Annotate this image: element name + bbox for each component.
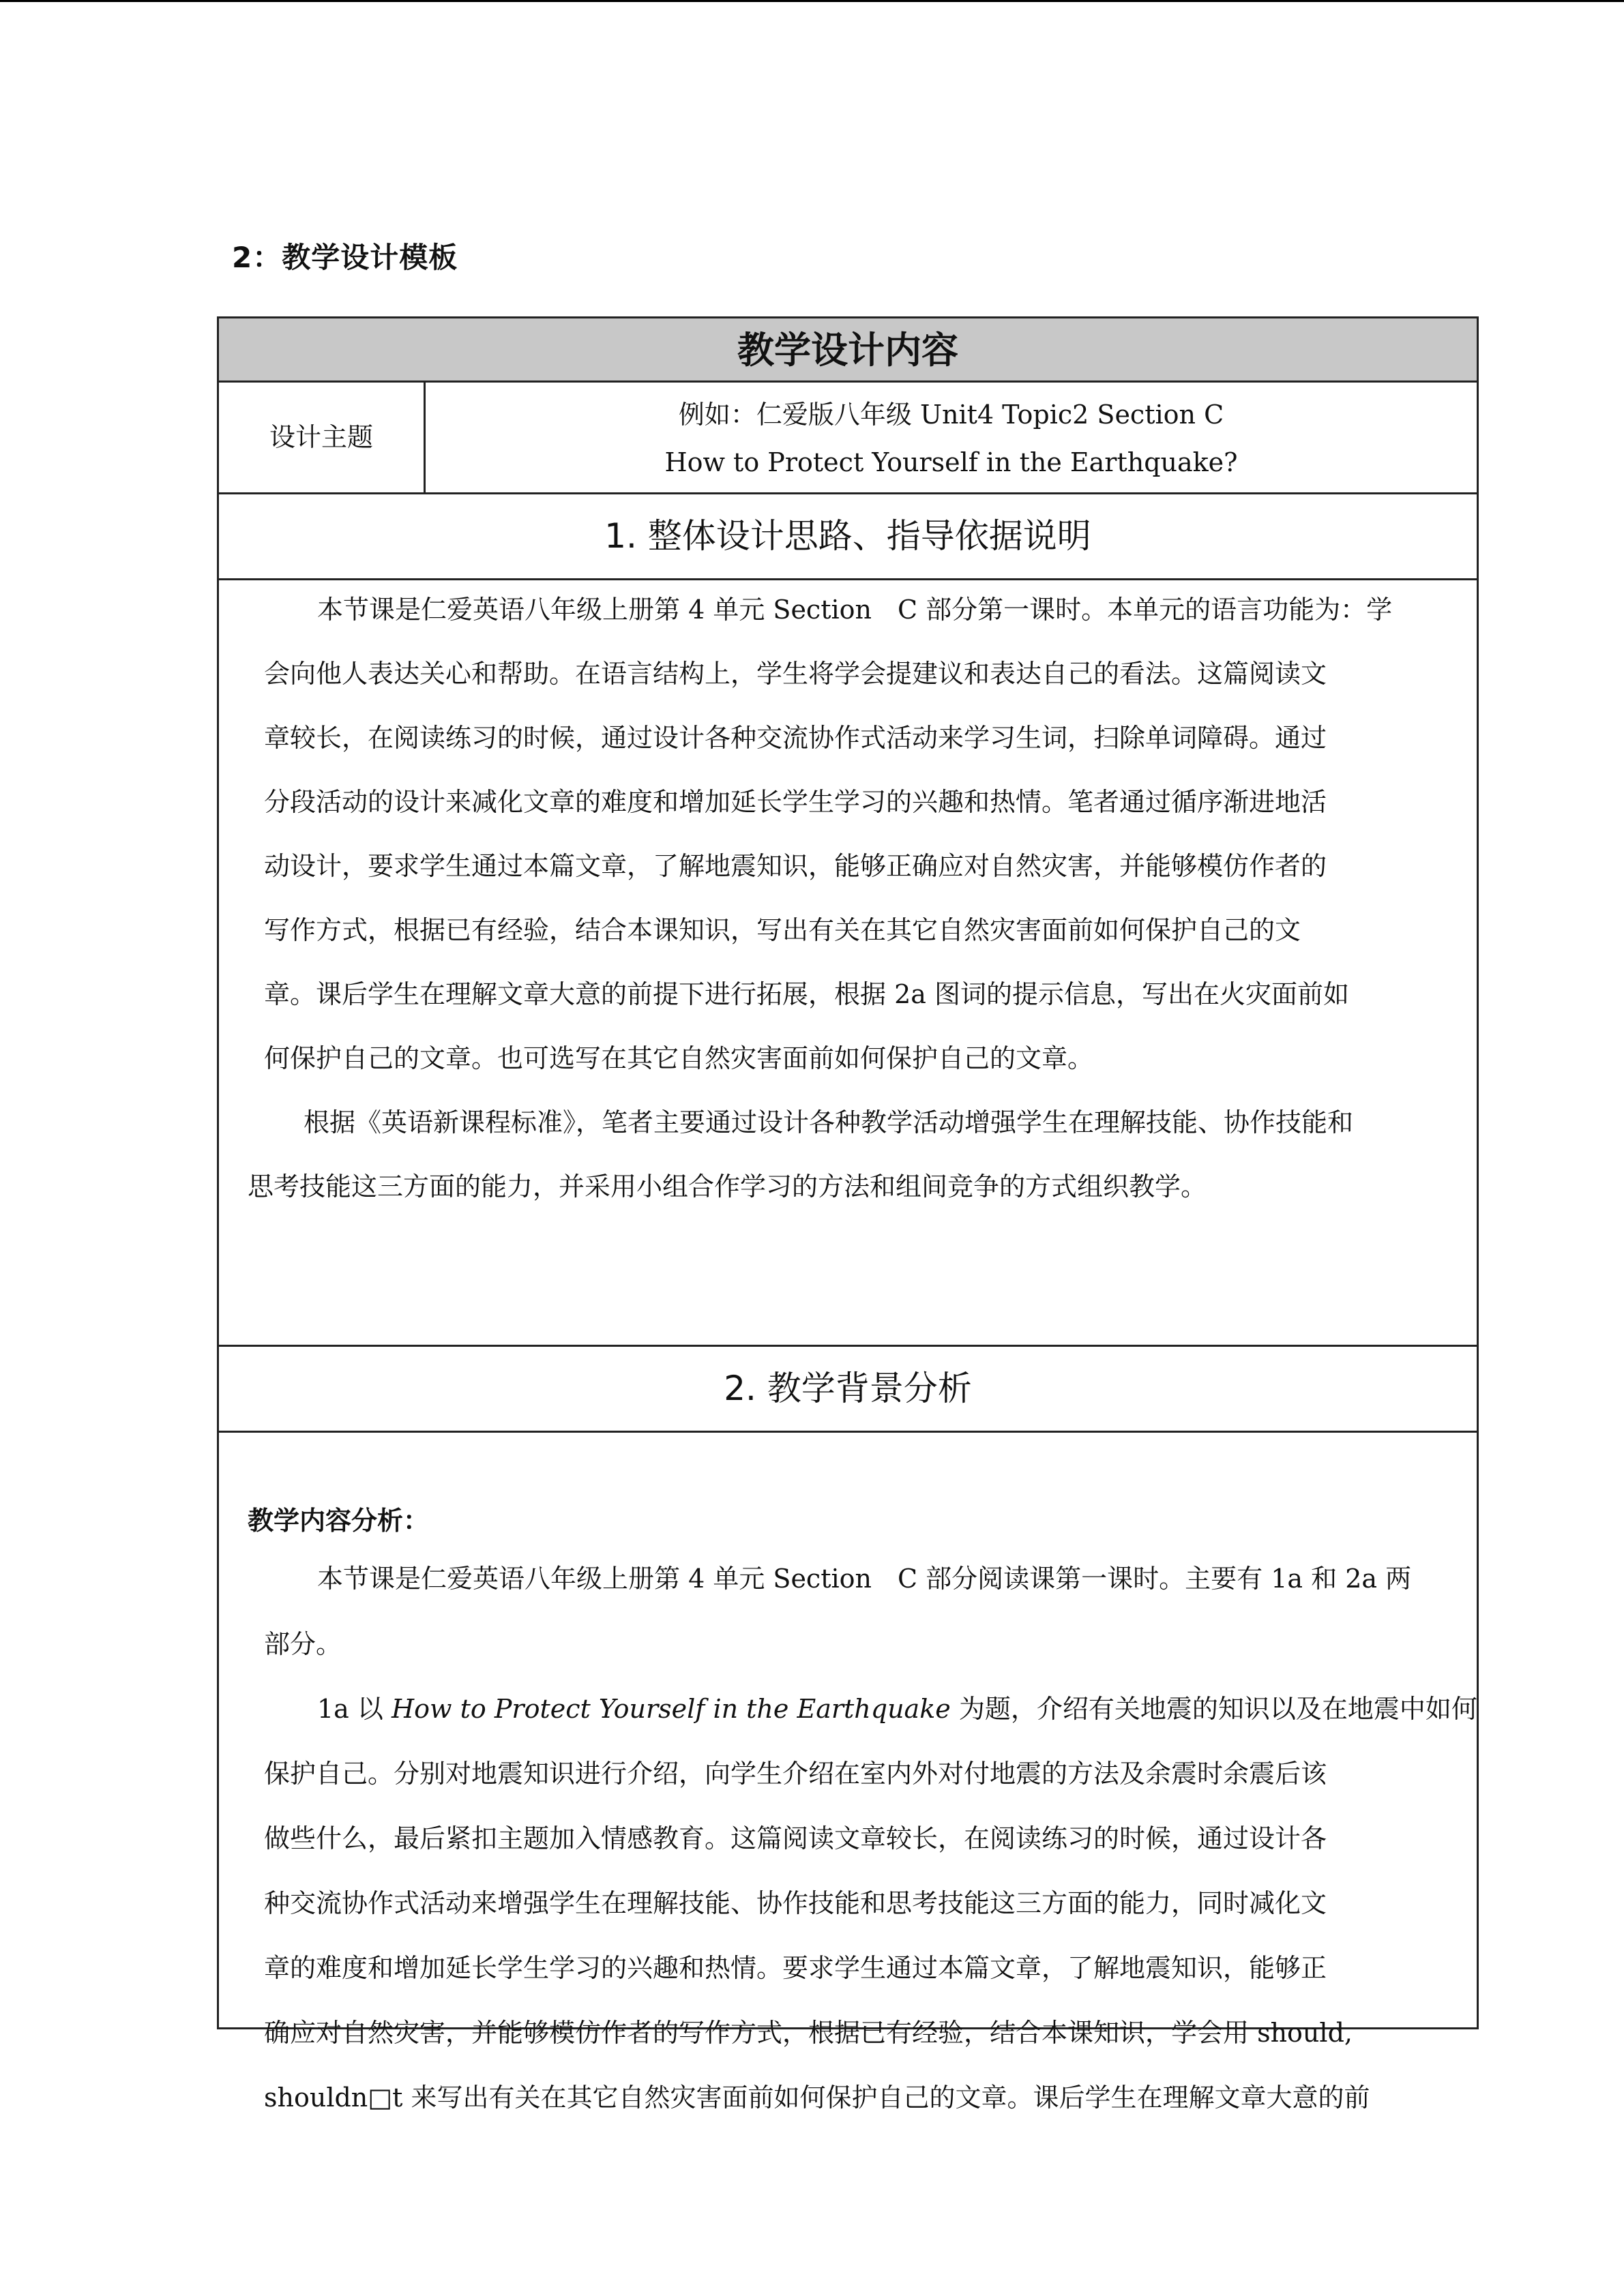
- section2-line: 种交流协作式活动来增强学生在理解技能、协作技能和思考技能这三方面的能力，同时减化文: [264, 1888, 1327, 1918]
- section1-line: 章较长，在阅读练习的时候，通过设计各种交流协作式活动来学习生词，扫除单词障碍。通过: [264, 723, 1327, 753]
- section1-heading: 1. 整体设计思路、指导依据说明: [219, 494, 1477, 580]
- top-border-rule: [0, 0, 1624, 2]
- line-suffix: 为题，介绍有关地震的知识以及在地震中如何: [958, 1694, 1477, 1724]
- section2-line: 部分。: [264, 1629, 342, 1659]
- topic-label: 设计主题: [219, 383, 426, 492]
- section1-line: 会向他人表达关心和帮助。在语言结构上，学生将学会提建议和表达自己的看法。这篇阅读文: [264, 659, 1327, 689]
- section2-heading: 2. 教学背景分析: [219, 1347, 1477, 1433]
- topic-line-2: How to Protect Yourself in the Earthquake?: [664, 447, 1238, 477]
- section1-line: 章。课后学生在理解文章大意的前提下进行拓展，根据 2a 图词的提示信息，写出在火灾面前如: [264, 979, 1349, 1009]
- document-heading: 2：教学设计模板: [232, 241, 458, 274]
- content-analysis-label: 教学内容分析：: [248, 1506, 430, 1536]
- topic-row: [219, 383, 1477, 494]
- topic-value: [426, 383, 1477, 492]
- table-title: 教学设计内容: [737, 329, 958, 372]
- section2-line: 本节课是仁爱英语八年级上册第 4 单元 Section C 部分阅读课第一课时。主要有 1a 和 2a 两: [317, 1564, 1412, 1594]
- section2-line: 章的难度和增加延长学生学习的兴趣和热情。要求学生通过本篇文章，了解地震知识，能够正: [264, 1953, 1327, 1983]
- section2-line: 确应对自然灾害，并能够模仿作者的写作方式，根据已有经验，结合本课知识，学会用 should,: [264, 2018, 1353, 2048]
- section1-line: 根据《英语新课程标准》，笔者主要通过设计各种教学活动增强学生在理解技能、协作技能和: [304, 1107, 1354, 1137]
- line-prefix: 1a 以: [317, 1694, 392, 1724]
- section1-body: [219, 580, 1477, 1347]
- section2-line: shouldn□t 来写出有关在其它自然灾害面前如何保护自己的文章。课后学生在理解文章大意的前: [264, 2083, 1370, 2113]
- section1-line: 分段活动的设计来减化文章的难度和增加延长学生学习的兴趣和热情。笔者通过循序渐进地活: [264, 787, 1327, 817]
- section2-line-italic: [317, 1696, 1477, 1722]
- section1-line: 何保护自己的文章。也可选写在其它自然灾害面前如何保护自己的文章。: [264, 1043, 1094, 1073]
- lesson-title-italic: How to Protect Yourself in the Earthquake: [392, 1694, 951, 1724]
- section2-line: 保护自己。分别对地震知识进行介绍，向学生介绍在室内外对付地震的方法及余震时余震后该: [264, 1759, 1327, 1789]
- section1-line: 思考技能这三方面的能力，并采用小组合作学习的方法和组间竞争的方式组织教学。: [248, 1172, 1207, 1202]
- section2-body: [219, 1433, 1477, 2113]
- topic-line-1: 例如：仁爱版八年级 Unit4 Topic2 Section C: [678, 400, 1224, 430]
- design-table: [217, 316, 1479, 2113]
- section1-line: 本节课是仁爱英语八年级上册第 4 单元 Section C 部分第一课时。本单元的语言功能为：学: [317, 595, 1393, 625]
- section1-line: 写作方式，根据已有经验，结合本课知识，写出有关在其它自然灾害面前如何保护自己的文: [264, 915, 1301, 945]
- section1-line: 动设计，要求学生通过本篇文章，了解地震知识，能够正确应对自然灾害，并能够模仿作者的: [264, 851, 1327, 881]
- section2-line: 做些什么，最后紧扣主题加入情感教育。这篇阅读文章较长，在阅读练习的时候，通过设计各: [264, 1823, 1327, 1853]
- table-title-row: [219, 318, 1477, 383]
